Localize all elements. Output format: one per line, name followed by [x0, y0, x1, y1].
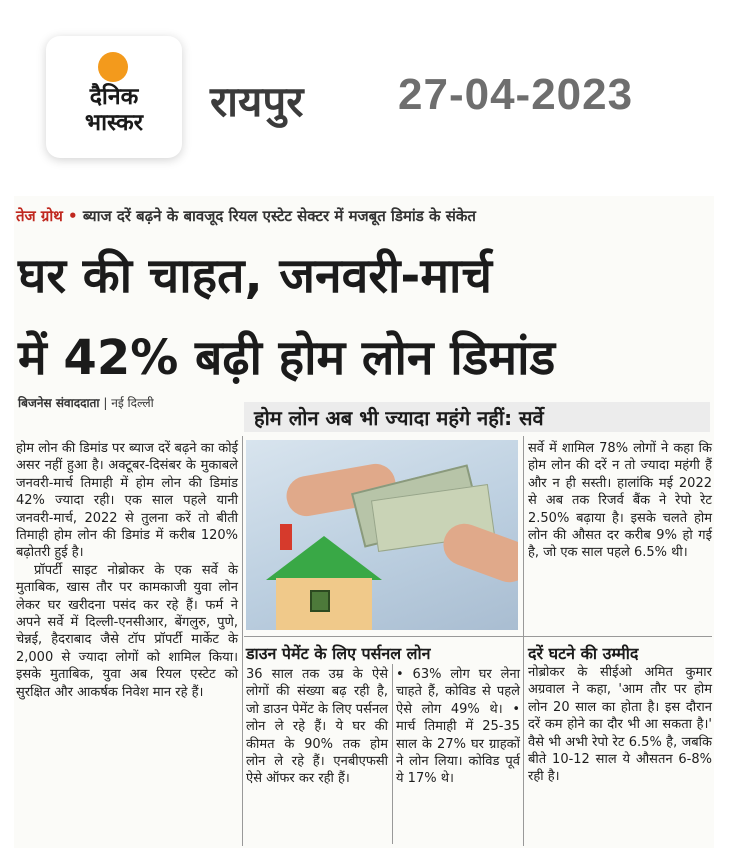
rate-cut-text: नोब्रोकर के सीईओ अमित कुमार अग्रवाल ने कहा, 'आम तौर पर होम लोन 20 साल का होता है। इस दौरान दरें कम होने का दौर भी आ सकता है।' वैसे भी अभी रेपो रेट 6.5% है, जबकि बीते 10-12 साल ये औसतन 6-8% रही है।	[528, 665, 712, 785]
edition-date: 27-04-2023	[398, 70, 634, 119]
down-payment-column-1: 36 साल तक उम्र के ऐसे लोगों की संख्या बढ़ रही है, जो डाउन पेमेंट के लिए पर्सनल लोन ले रहे हैं। ये घर की कीमत के 90% तक होम लोन ले रहे हैं। एनबीएफसी ऐसे ऑफर कर रही हैं।	[246, 667, 388, 787]
kicker-tag: तेज ग्रोथ •	[16, 207, 78, 225]
byline	[18, 394, 154, 411]
dainik-bhaskar-logo	[46, 36, 182, 158]
news-clipping	[14, 196, 714, 848]
hand-shape	[438, 518, 518, 588]
section-divider	[244, 636, 712, 637]
home-loan-photo	[246, 440, 518, 630]
kicker-text: ब्याज दरें बढ़ने के बावजूद रियल एस्टेट सेक्टर में मजबूत डिमांड के संकेत	[77, 207, 476, 225]
column-divider	[242, 436, 243, 846]
right-column	[528, 440, 712, 562]
headline-line-1: घर की चाहत, जनवरी-मार्च	[18, 248, 492, 304]
left-column	[16, 440, 238, 701]
house-window-icon	[310, 590, 330, 612]
logo-line-2: भास्कर	[84, 110, 144, 136]
left-paragraph-2: प्रॉपर्टी साइट नोब्रोकर के एक सर्वे के मुताबिक, खास तौर पर कामकाजी युवा लोन लेकर घर खरीदना पसंद कर रहे हैं। फर्म ने अपने सर्वे में दिल्ली-एनसीआर, बेंगलुरु, पुणे, चेन्नई, हैदराबाद जैसे टॉप प्रॉपर्टी मार्केट के 2,000 से ज्यादा लोगों को शामिल किया। इसके मुताबिक, युवा अब रियल एस्टेट को सुरक्षित और आकर्षक निवेश मान रहे हैं।	[16, 562, 238, 700]
byline-author: बिजनेस संवाददाता	[18, 396, 100, 410]
subheadline: होम लोन अब भी ज्यादा महंगे नहीं: सर्वे	[244, 402, 710, 432]
kicker	[16, 206, 476, 226]
column-divider	[523, 436, 524, 846]
sun-icon	[98, 52, 128, 82]
right-paragraph-1: सर्वे में शामिल 78% लोगों ने कहा कि होम लोन की दरें न तो ज्यादा महंगी हैं और न ही सस्ती। हालांकि मई 2022 से अब तक रिजर्व बैंक ने रेपो रेट 2.50% बढ़ाया है। इसके चलते होम लोन की औसत दर करीब 9% हो गई है, जो एक साल पहले 6.5% थी।	[528, 441, 712, 561]
left-paragraph-1: होम लोन की डिमांड पर ब्याज दरें बढ़ने का कोई असर नहीं हुआ है। अक्टूबर-दिसंबर के मुकाबले जनवरी-मार्च तिमाही में होम लोन की डिमांड 42% ज्यादा रही। एक साल पहले यानी जनवरी-मार्च, 2022 से तुलना करें तो बीती तिमाही होम लोन की डिमांड में करीब 120% बढ़ोतरी हुई है।	[16, 441, 238, 561]
down-payment-heading: डाउन पेमेंट के लिए पर्सनल लोन	[246, 644, 431, 663]
down-payment-column-2: • 63% लोग घर लेना चाहते हैं, कोविड से पहले ऐसे लोग 49% थे। • मार्च तिमाही में 25-35 साल के 27% घर ग्राहकों ने लोन लिया। कोविड पूर्व ये 17% थे।	[396, 667, 520, 787]
city-name: रायपुर	[210, 77, 304, 126]
house-roof-icon	[266, 536, 382, 580]
column-divider	[392, 664, 393, 844]
headline-line-2: में 42% बढ़ी होम लोन डिमांड	[18, 330, 556, 386]
byline-place: | नई दिल्ली	[99, 396, 154, 410]
rate-cut-heading: दरें घटने की उम्मीद	[528, 644, 639, 663]
logo-line-1: दैनिक	[89, 84, 139, 110]
